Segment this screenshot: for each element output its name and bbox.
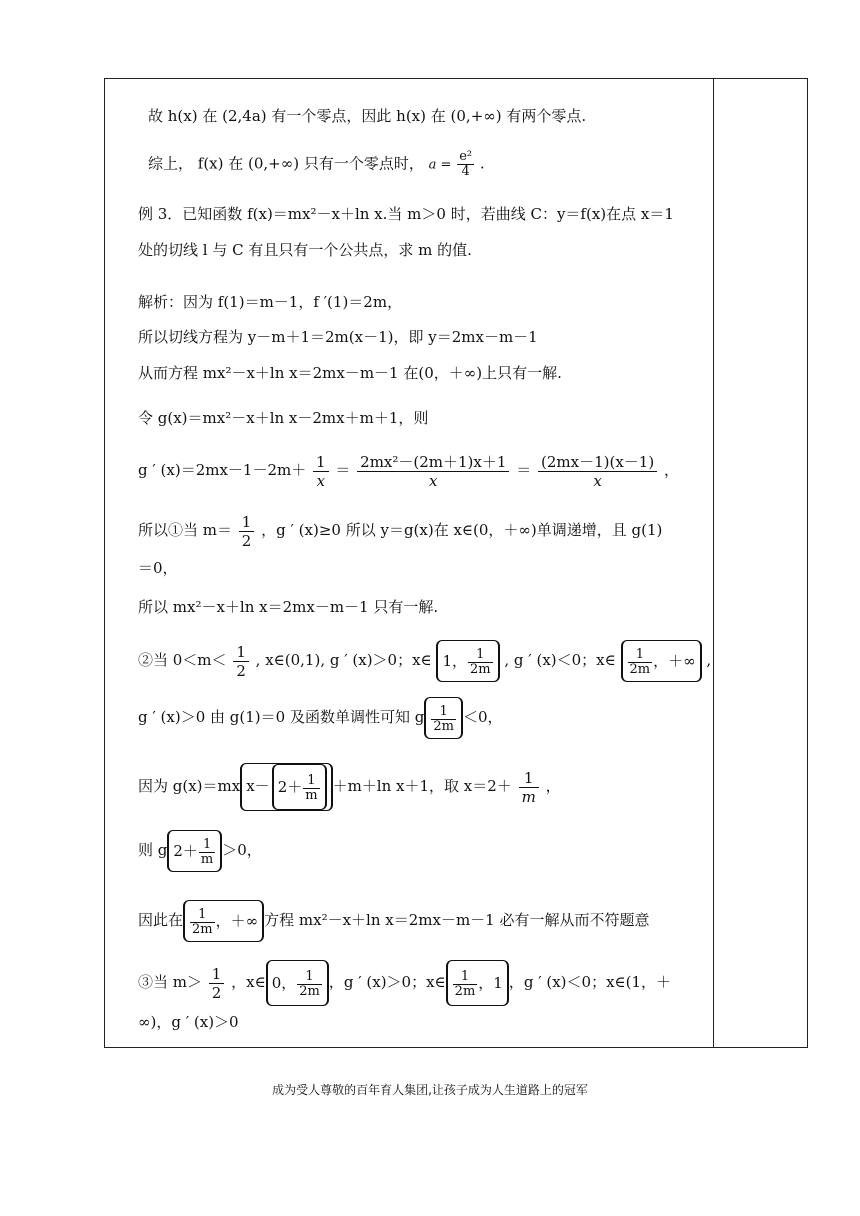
- fraction-quadratic-over-x: $\frac{\text{2mx²－(2m＋1)x＋1}}{x}$: [357, 453, 509, 490]
- fraction-half-3: $\frac{1}{2}$: [209, 965, 225, 1002]
- text-line-2: 综上， f(x) 在 (0,+∞) 只有一个零点时， a = $\frac{\text{e²}}{4}$ .: [148, 149, 485, 179]
- case-3-line-2: ∞)，g ′ (x)＞0: [138, 1013, 239, 1031]
- case-2-line-4: 则 g 2＋ $\frac{1}{m}$ ＞0，: [138, 830, 262, 872]
- fraction-e2-over-4: $\frac{\text{e²}}{4}$: [459, 149, 473, 179]
- fraction-half-2: $\frac{1}{2}$: [233, 643, 249, 680]
- text-line-1: 故 h(x) 在 (2,4a) 有一个零点，因此 h(x) 在 (0,+∞) 有两个零点.: [148, 107, 587, 125]
- interval-1-over-2m-to-1: $\frac{1}{2m}$ ，1: [446, 960, 509, 1006]
- interval-1-over-2m-to-inf-2: $\frac{1}{2m}$ ，＋∞: [183, 900, 264, 942]
- case-2-line-3: 因为 g(x)＝mx x－ 2＋ $\frac{1}{m}$ ＋m＋ln x＋1，取 x＝2＋ $\frac{1}{m}$ ，: [138, 763, 561, 811]
- case-2-line-5: 因此在 $\frac{1}{2m}$ ，＋∞ 方程 mx²－x＋ln x＝2mx－m－1 必有一解从而不符题意: [138, 900, 650, 942]
- fraction-1-over-m: $\frac{1}{m}$: [519, 769, 539, 806]
- case-3-line-1: ③当 m＞ $\frac{1}{2}$ ，x∈ 0， $\frac{1}{2m}$ ，g ′ (x)＞0；x∈ $\frac{1}{2m}$ ，1 ，g ′ (x)＜0；x∈(1，＋: [138, 960, 671, 1006]
- solution-line-4: 令 g(x)＝mx²－x＋ln x－2mx＋m＋1，则: [138, 409, 429, 427]
- solution-line-2: 所以切线方程为 y－m＋1＝2m(x－1)，即 y＝2mx－m－1: [138, 328, 538, 346]
- case-1-line: 所以①当 m＝ $\frac{1}{2}$ ，g ′ (x)≥0 所以 y＝g(x)在 x∈(0，＋∞)单调递增，且 g(1): [138, 512, 663, 550]
- fraction-1-over-x: $\frac{1}{x}$: [313, 453, 329, 490]
- interval-1-over-2m-to-inf: $\frac{1}{2m}$ ，＋∞: [621, 640, 702, 682]
- case-2-line-1: ②当 0＜m＜ $\frac{1}{2}$ , x∈(0,1), g ′ (x)＞0；x∈ 1， $\frac{1}{2m}$ , g ′ (x)＜0；x∈ $\frac{1}{2m}$ ，＋∞ ,: [138, 640, 711, 682]
- interval-0-to-1-over-2m: 0， $\frac{1}{2m}$: [266, 960, 329, 1006]
- line2-text: 综上， f(x) 在 (0,+∞) 只有一个零点时，: [148, 154, 424, 173]
- case-1-cont: ＝0，: [138, 559, 178, 577]
- example-3-line-2: 处的切线 l 与 C 有且只有一个公共点，求 m 的值.: [138, 241, 472, 259]
- g-of-1-over-2m: $\frac{1}{2m}$: [424, 697, 463, 739]
- table-column-divider: [713, 78, 714, 1048]
- example-3-line-1: 例 3．已知函数 f(x)＝mx²－x＋ln x.当 m＞0 时，若曲线 C：y＝f(x)在点 x＝1: [138, 205, 674, 223]
- page-footer: 成为受人尊敬的百年育人集团,让孩子成为人生道路上的冠军: [272, 1083, 588, 1097]
- case-2-line-2: g ′ (x)＞0 由 g(1)＝0 及函数单调性可知 g $\frac{1}{2m}$ ＜0，: [138, 697, 502, 739]
- g-of-2-plus-1-over-m: 2＋ $\frac{1}{m}$: [167, 830, 222, 872]
- interval-1-to-1-over-2m: 1， $\frac{1}{2m}$: [436, 640, 499, 682]
- outer-paren: x－ 2＋ $\frac{1}{m}$: [240, 763, 332, 811]
- fraction-half: $\frac{1}{2}$: [239, 513, 255, 550]
- fraction-factored-over-x: $\frac{(2mx-1)(x-1)}{x}$: [538, 453, 657, 490]
- derivative-line: g ′ (x)＝2mx－1－2m＋ $\frac{1}{x}$ ＝ $\frac{\text{2mx²－(2m＋1)x＋1}}{x}$ ＝ $\frac{(2mx-1)(x-1)}{x}$ ，: [138, 452, 679, 490]
- case-1-conclusion: 所以 mx²－x＋ln x＝2mx－m－1 只有一解.: [138, 598, 439, 616]
- solution-line-1: 解析：因为 f(1)＝m－1，f ′(1)＝2m，: [138, 293, 403, 311]
- solution-line-3: 从而方程 mx²－x＋ln x＝2mx－m－1 在(0，＋∞)上只有一解.: [138, 364, 562, 382]
- line2-var: a =: [428, 157, 452, 173]
